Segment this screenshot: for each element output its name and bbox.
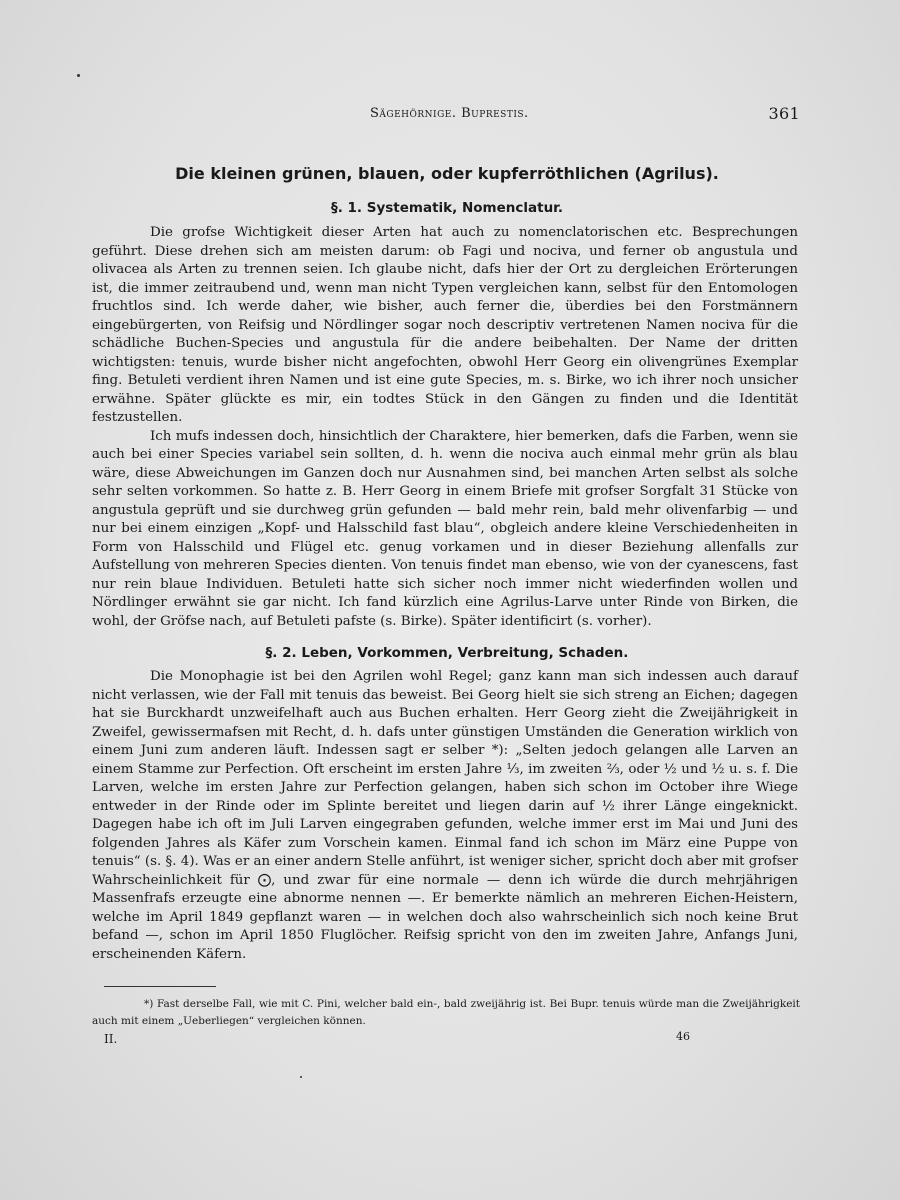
section-body-leben — [92, 668, 798, 964]
footnote-text: *) Fast derselbe Fall, wie mit C. Pini, welcher bald ein-, bald zweijährig ist. Bei Bupr. tenuis würde man die Zweijährigkeit auch mit einem „Ueberliegen“ vergleichen können. — [92, 998, 800, 1027]
footnote — [92, 996, 800, 1030]
page-number: 361 — [768, 104, 800, 123]
footnote-divider — [104, 986, 216, 987]
paragraph: Die grofse Wichtigkeit dieser Arten hat auch zu nomenclatorischen etc. Besprechungen geführt. Diese drehen sich am meisten darum: ob Fagi und nociva, und ferner ob angustula und olivacea als Arten zu trennen seien. Ich glaube nicht, dafs hier der Ort zu dergleichen Erörterungen ist, die immer zeitraubend und, wenn man nicht Typen vergleichen kann, selbst für den Entomologen fruchtlos sind. Ich werde daher, wie bisher, auch ferner die, überdies bei den Forstmännern eingebürgerten, von Reifsig und Nördlinger sogar noch descriptiv vertretenen Namen nociva für die schädliche Buchen-Species und angustula für die andere beibehalten. Der Name der dritten wichtigsten: tenuis, wurde bisher nicht angefochten, obwohl Herr Georg ein olivengrünes Exemplar fing. Betuleti verdient ihren Namen und ist eine gute Species, m. s. Birke, wo ich ihrer noch unsicher erwähne. Später glückte es mir, ein todtes Stück in den Gängen zu finden und die Identität festzustellen. — [92, 225, 798, 425]
running-title: Sägehörnige. Buprestis. — [370, 106, 529, 121]
section-heading-leben: §. 2. Leben, Vorkommen, Verbreitung, Schaden. — [265, 645, 629, 661]
ink-speck — [300, 1076, 302, 1078]
signature-mark-right: 46 — [676, 1030, 690, 1043]
paragraph: Ich mufs indessen doch, hinsichtlich der Charaktere, hier bemerken, dafs die Farben, wenn sie auch bei einer Species variabel sein sollten, d. h. wenn die nociva auch einmal mehr grün als blau wäre, diese Abweichungen im Ganzen doch nur Ausnahmen sind, bei manchen Arten selbst als solche sehr selten vorkommen. So hatte z. B. Herr Georg in einem Briefe mit grofser Sorgfalt 31 Stücke von angustula geprüft und sie durchweg grün gefunden — bald mehr rein, bald mehr olivenfarbig — und nur bei einem einzigen „Kopf- und Halsschild fast blau“, obgleich andere kleine Verschiedenheiten in Form von Halsschild und Flügel etc. genug vorkamen und in dieser Beziehung allenfalls zur Aufstellung von mehreren Species dienten. Von tenuis findet man ebenso, wie von der cyanescens, fast nur rein blaue Individuen. Betuleti hatte sich sicher noch immer nicht wiederfinden wollen und Nördlinger erwähnt sie gar nicht. Ich fand kürzlich eine Agrilus-Larve unter Rinde von Birken, die wohl, der Gröfse nach, auf Betuleti pafste (s. Birke). Später identificirt (s. vorher). — [92, 428, 798, 629]
ink-speck — [77, 74, 80, 77]
chapter-title: Die kleinen grünen, blauen, oder kupferröthlichen (Agrilus). — [175, 164, 719, 183]
signature-mark-left: II. — [104, 1032, 118, 1046]
running-header — [92, 104, 800, 126]
paragraph: Die Monophagie ist bei den Agrilen wohl Regel; ganz kann man sich indessen auch darauf nicht verlassen, wie der Fall mit tenuis das beweist. Bei Georg hielt sie sich streng an Eichen; dagegen hat sie Burckhardt unzweifelhaft auch aus Buchen erhalten. Herr Georg zieht die Zweijährigkeit in Zweifel, gewissermafsen mit Recht, d. h. dafs unter günstigen Umständen die Generation wirklich von einem Juni zum anderen läuft. Indessen sagt er selber *): „Selten jedoch gelangen alle Larven an einem Stamme zur Perfection. Oft erscheint im ersten Jahre ⅓, im zweiten ⅔, oder ½ und ½ u. s. f. Die Larven, welche im ersten Jahre zur Perfection gelangen, haben sich schon im October ihre Wiege entweder in der Rinde oder im Splinte bereitet und liegen darin auf ½ ihrer Länge eingeknickt. Dagegen habe ich oft im Juli Larven eingegraben gefunden, welche immer erst im Mai und Juni des folgenden Jahres als Käfer zum Vorschein kamen. Einmal fand ich schon im März eine Puppe von tenuis“ (s. §. 4). Was er an einer andern Stelle anführt, ist weniger sicher, spricht doch aber mit grofser Wahrscheinlichkeit für ⨀, und zwar für eine normale — denn ich würde die durch mehrjährigen Massenfrafs erzeugte eine abnorme nennen —. Er bemerkte nämlich an mehreren Eichen-Heistern, welche im April 1849 gepflanzt waren — in welchen doch also wahrscheinlich sich noch keine Brut befand —, schon im April 1850 Fluglöcher. Reifsig spricht von den im zweiten Jahre, Anfangs Juni, erscheinenden Käfern. — [92, 669, 798, 962]
section-body-systematik — [92, 224, 798, 631]
section-heading-systematik: §. 1. Systematik, Nomenclatur. — [330, 200, 564, 216]
